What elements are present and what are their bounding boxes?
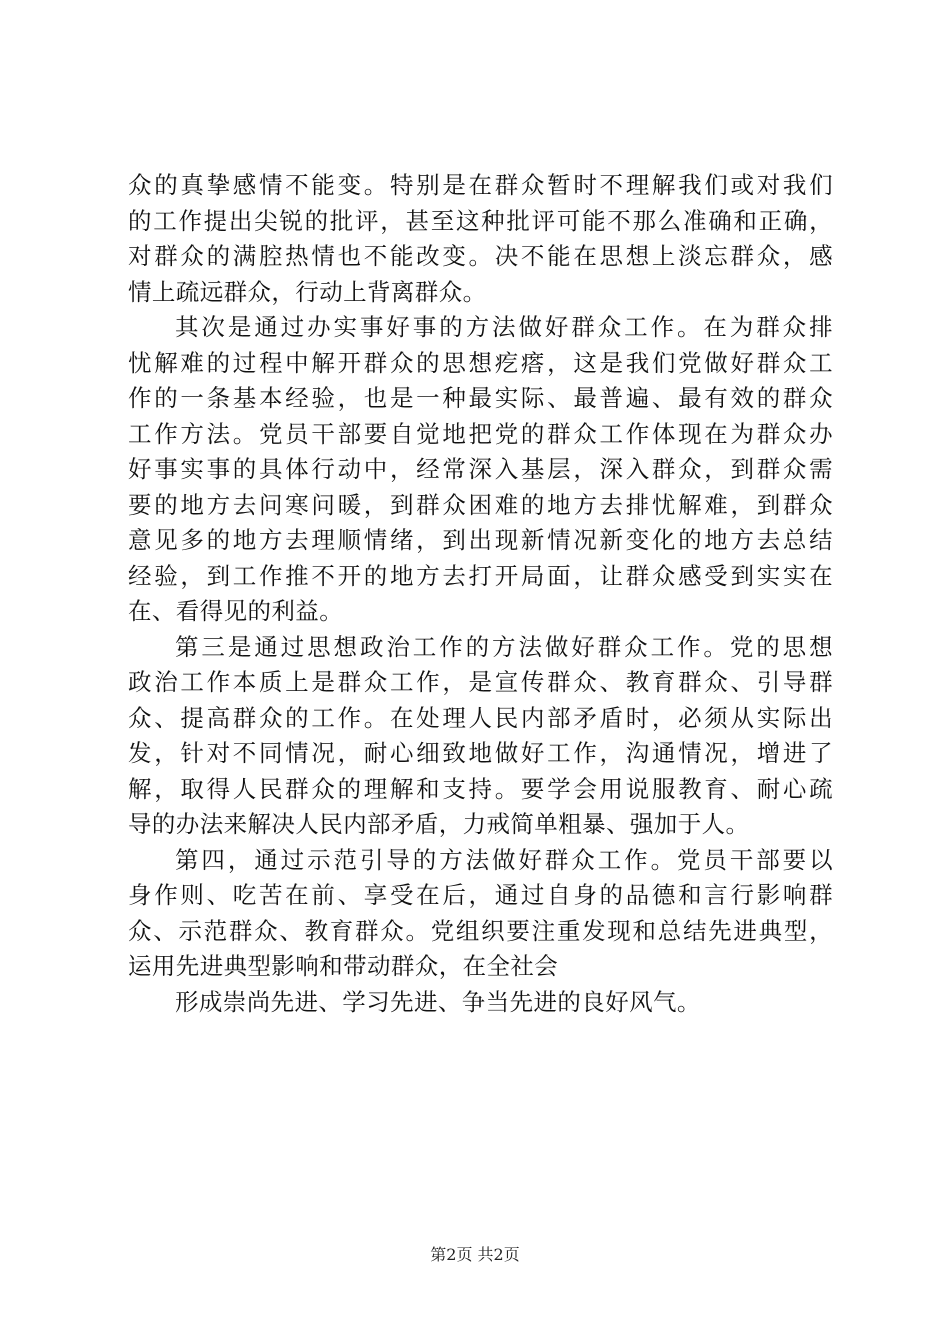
text-line: 要的地方去问寒问暖，到群众困难的地方去排忧解难，到群众	[128, 490, 833, 519]
text-line: 身作则、吃苦在前、享受在后，通过自身的品德和言行影响群	[128, 881, 833, 909]
text-line: 政治工作本质上是群众工作，是宣传群众、教育群众、引导群	[128, 668, 833, 696]
text-line: 众、提高群众的工作。在处理人民内部矛盾时，必须从实际出	[128, 703, 833, 732]
text-line: 的工作提出尖锐的批评，甚至这种批评可能不那么准确和正确，	[128, 206, 833, 235]
text-line: 情上疏远群众，行动上背离群众。	[128, 277, 487, 306]
text-line: 众、示范群众、教育群众。党组织要注重发现和总结先进典型，	[128, 916, 833, 945]
text-line: 解，取得人民群众的理解和支持。要学会用说服教育、耐心疏	[128, 774, 833, 803]
text-line: 作的一条基本经验，也是一种最实际、最普遍、最有效的群众	[128, 384, 833, 412]
text-line: 工作方法。党员干部要自觉地把党的群众工作体现在为群众办	[128, 419, 833, 448]
text-line: 运用先进典型影响和带动群众，在全社会	[128, 952, 559, 980]
paragraph-start-line: 其次是通过办实事好事的方法做好群众工作。在为群众排	[175, 313, 833, 341]
paragraph-start-line: 第四，通过示范引导的方法做好群众工作。党员干部要以	[175, 845, 833, 874]
page-number-footer: 第2页 共2页	[430, 1245, 520, 1264]
text-line: 对群众的满腔热情也不能改变。决不能在思想上淡忘群众，感	[128, 242, 833, 270]
text-line: 众的真挚感情不能变。特别是在群众暂时不理解我们或对我们	[128, 171, 833, 199]
text-line: 发，针对不同情况，耐心细致地做好工作，沟通情况，增进了	[128, 739, 833, 767]
paragraph-start-line: 形成崇尚先进、学习先进、争当先进的良好风气。	[175, 987, 701, 1016]
text-line: 在、看得见的利益。	[128, 597, 344, 625]
text-line: 好事实事的具体行动中，经常深入基层，深入群众，到群众需	[128, 455, 833, 483]
text-line: 忧解难的过程中解开群众的思想疙瘩，这是我们党做好群众工	[128, 348, 833, 377]
text-line: 意见多的地方去理顺情绪，到出现新情况新变化的地方去总结	[128, 526, 833, 554]
paragraph-start-line: 第三是通过思想政治工作的方法做好群众工作。党的思想	[175, 632, 833, 661]
text-line: 经验，到工作推不开的地方去打开局面，让群众感受到实实在	[128, 561, 833, 590]
text-line: 导的办法来解决人民内部矛盾，力戒简单粗暴、强加于人。	[128, 810, 750, 838]
document-body	[128, 168, 833, 1020]
